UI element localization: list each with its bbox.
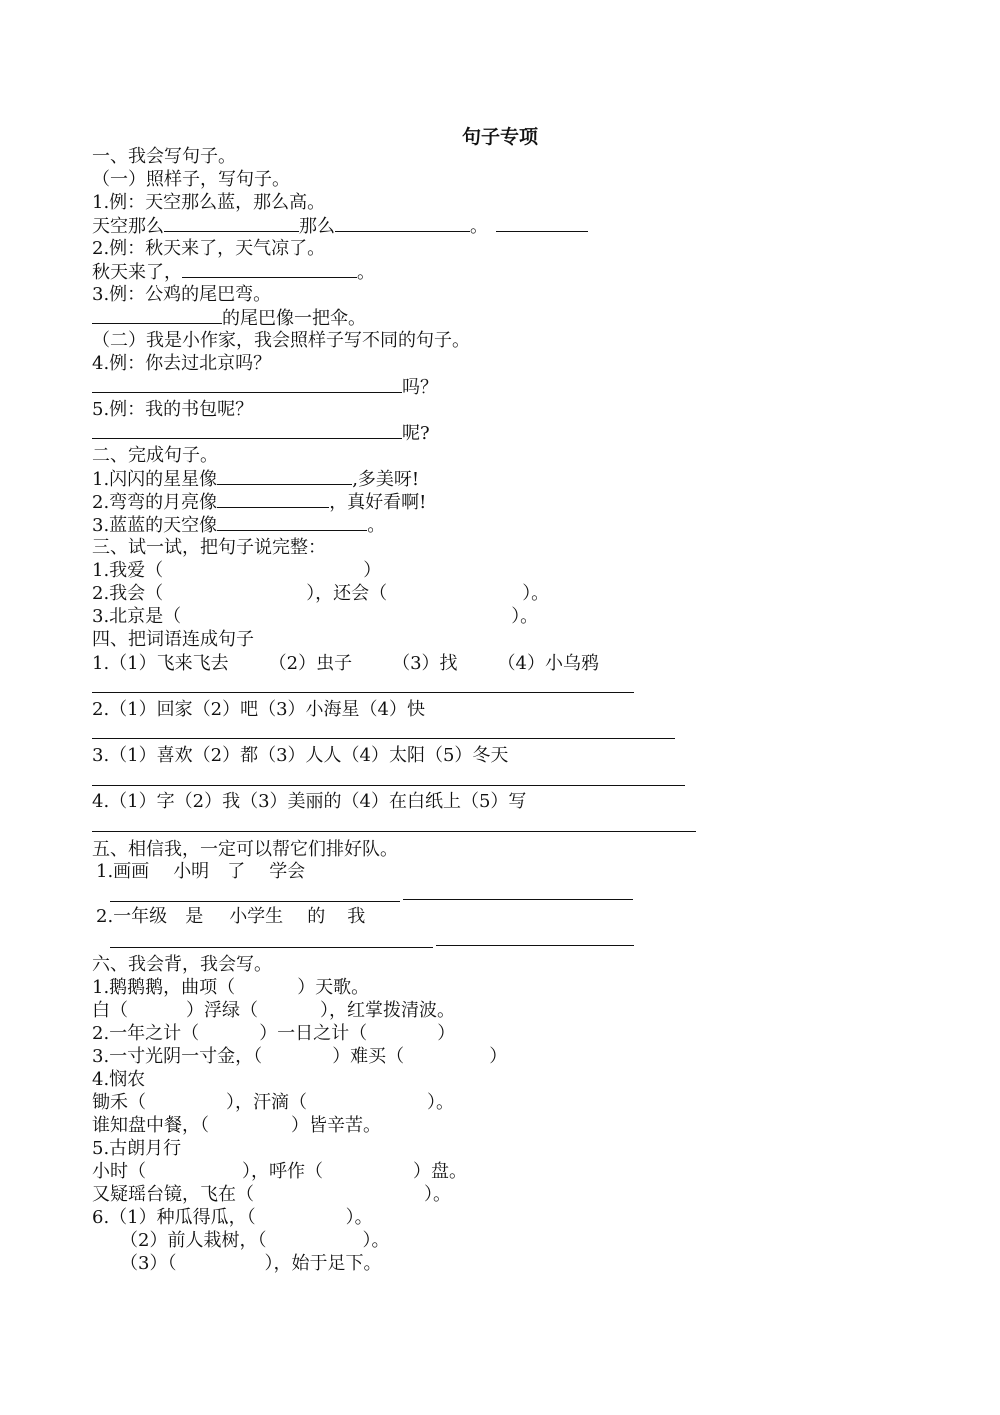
s4-q2: 2.（1）回家（2）吧（3）小海星（4）快 <box>92 699 425 720</box>
s6-q4-mid: ），汗滴（ <box>226 1092 307 1113</box>
s6-q1-prefix: 1.鹅鹅鹅，曲项（ <box>92 977 236 998</box>
s2-q3-prefix: 3.蓝蓝的天空像 <box>92 515 218 536</box>
s3-q3-prefix: 3.北京是（ <box>92 606 182 627</box>
q4-suffix: 吗？ <box>402 377 438 398</box>
q5-answer-line <box>92 421 430 444</box>
s6-q5-suffix: ）盘。 <box>413 1161 467 1182</box>
s5-q1-word-2: 小明 <box>173 861 210 882</box>
s4-q3-answer-line[interactable] <box>92 785 685 786</box>
q1-prefix: 天空那么 <box>92 216 164 237</box>
s6-q4-line-1 <box>92 1091 454 1114</box>
s2-q2-blank[interactable] <box>217 490 329 508</box>
s2-q1 <box>92 467 419 490</box>
s4-q2-answer-line[interactable] <box>92 738 675 739</box>
s5-q2-word-1: 2.一年级 <box>96 906 168 927</box>
q1-example: 1.例：天空那么蓝，那么高。 <box>92 192 326 213</box>
q1-answer-line <box>92 214 588 237</box>
s5-q1-answer-line-1[interactable] <box>110 901 400 902</box>
s6-q6-line3-suffix: ），始于足下。 <box>264 1253 382 1274</box>
q4-answer-line <box>92 375 438 398</box>
q1-mid: 那么 <box>299 216 335 237</box>
s6-q1-line-2 <box>92 999 455 1022</box>
s5-q2 <box>96 905 365 928</box>
s6-q1-suffix: ）天歌。 <box>297 977 370 998</box>
q4-example: 4.例：你去过北京吗？ <box>92 353 272 374</box>
s6-q5-line-2 <box>92 1183 451 1206</box>
s3-q2 <box>92 582 549 605</box>
section-4-heading: 四、把词语连成句子 <box>92 629 254 650</box>
q1-blank-2[interactable] <box>335 214 470 232</box>
s6-q6-line2-prefix: （2）前人栽树，（ <box>120 1230 267 1251</box>
s6-q2-suffix: ） <box>437 1023 456 1044</box>
q1-end: 。 <box>470 216 488 237</box>
q5-blank[interactable] <box>92 421 402 439</box>
s4-q1-word-3: （3）找 <box>392 653 458 674</box>
s6-q1-line2-suffix: ），红掌拨清波。 <box>320 1000 455 1021</box>
s6-q5-mid: ），呼作（ <box>242 1161 323 1182</box>
s6-q5-line2-suffix: ）。 <box>424 1184 451 1205</box>
s6-q2-mid: ）一日之计（ <box>259 1023 368 1044</box>
s6-q6-line-3 <box>120 1252 381 1275</box>
q2-end: 。 <box>357 262 375 283</box>
s3-q3-suffix: ）。 <box>511 606 539 627</box>
s2-q1-prefix: 1.闪闪的星星像 <box>92 469 218 490</box>
s3-q3 <box>92 605 538 628</box>
s6-q4-line-2 <box>92 1114 381 1137</box>
s6-q5-line2-prefix: 又疑瑶台镜，飞在（ <box>92 1184 254 1205</box>
s4-q1-word-4: （4）小乌鸦 <box>497 653 599 674</box>
s6-q3 <box>92 1045 507 1068</box>
q2-prefix: 秋天来了， <box>92 262 182 283</box>
s6-q3-prefix: 3.一寸光阴一寸金，（ <box>92 1046 263 1067</box>
s6-q6-line2-suffix: ）。 <box>362 1230 390 1251</box>
s6-q4-line2-prefix: 谁知盘中餐，（ <box>92 1115 209 1136</box>
q2-answer-line <box>92 260 375 283</box>
s3-q1-suffix: ） <box>363 560 382 581</box>
section-6-heading: 六、我会背，我会写。 <box>92 954 272 975</box>
s6-q5-line-1 <box>92 1160 467 1183</box>
s3-q2-suffix: ）。 <box>522 583 550 604</box>
s4-q1-word-1: 1.（1）飞来飞去 <box>92 653 229 674</box>
s5-q1-word-3: 了 <box>227 861 246 882</box>
q1-blank-3[interactable] <box>496 214 588 232</box>
section-2-heading: 二、完成句子。 <box>92 445 218 466</box>
s5-q2-word-3: 小学生 <box>229 906 284 927</box>
s6-q5-prefix: 小时（ <box>92 1161 146 1182</box>
s2-q2-prefix: 2.弯弯的月亮像 <box>92 492 218 513</box>
s6-q1-line2-mid: ）浮绿（ <box>186 1000 258 1021</box>
s6-q4-title: 4.悯农 <box>92 1069 146 1090</box>
q2-blank[interactable] <box>182 260 357 278</box>
s5-q1-word-1: 1.画画 <box>96 861 150 882</box>
s2-q3 <box>92 513 385 536</box>
s6-q6-line3-prefix: （3）（ <box>120 1253 177 1274</box>
s6-q3-suffix: ） <box>489 1046 508 1067</box>
s2-q1-blank[interactable] <box>217 467 352 485</box>
q1-blank-1[interactable] <box>164 214 299 232</box>
s4-q4: 4.（1）字（2）我（3）美丽的（4）在白纸上（5）写 <box>92 791 527 812</box>
section-1-sub-2: （二）我是小作家，我会照样子写不同的句子。 <box>92 330 470 351</box>
q5-example: 5.例：我的书包呢？ <box>92 399 254 420</box>
s2-q3-blank[interactable] <box>217 513 367 531</box>
s6-q1-line2-prefix: 白（ <box>92 1000 128 1021</box>
s6-q6-prefix: 6.（1）种瓜得瓜，（ <box>92 1207 256 1228</box>
s3-q1 <box>92 559 381 582</box>
s6-q6-suffix: ）。 <box>345 1207 373 1228</box>
s6-q4-prefix: 锄禾（ <box>92 1092 146 1113</box>
s2-q2 <box>92 490 426 513</box>
s6-q6-line-2 <box>120 1229 389 1252</box>
s3-q2-mid: ），还会（ <box>306 583 388 604</box>
s6-q2 <box>92 1022 455 1045</box>
s2-q3-suffix: 。 <box>367 515 386 536</box>
s5-q2-answer-line-1[interactable] <box>110 947 433 948</box>
q2-example: 2.例：秋天来了，天气凉了。 <box>92 238 326 259</box>
q4-blank[interactable] <box>92 375 402 393</box>
s4-q1-answer-line[interactable] <box>92 692 634 693</box>
s6-q6-line-1 <box>92 1206 373 1229</box>
q3-blank[interactable] <box>92 306 222 324</box>
page-title: 句子专项 <box>461 126 538 148</box>
q3-example: 3.例：公鸡的尾巴弯。 <box>92 284 272 305</box>
s5-q2-word-4: 的 <box>307 906 326 927</box>
section-3-heading: 三、试一试，把句子说完整： <box>92 537 326 558</box>
s2-q1-suffix: ,多美呀! <box>352 469 420 490</box>
section-1-heading: 一、我会写句子。 <box>92 146 236 167</box>
s4-q1-word-2: （2）虫子 <box>268 653 353 674</box>
s5-q1-word-4: 学会 <box>269 861 306 882</box>
s4-q4-answer-line[interactable] <box>92 831 696 832</box>
s3-q2-prefix: 2.我会（ <box>92 583 164 604</box>
q3-suffix: 的尾巴像一把伞。 <box>222 308 366 329</box>
q5-suffix: 呢? <box>402 423 430 444</box>
section-1-sub-1: （一）照样子，写句子。 <box>92 169 290 190</box>
s6-q3-mid: ）难买（ <box>332 1046 405 1067</box>
s5-q2-word-2: 是 <box>185 906 204 927</box>
s6-q1-line-1 <box>92 976 369 999</box>
s5-q1 <box>96 860 305 883</box>
q3-answer-line <box>92 306 366 329</box>
s6-q5-title: 5.古朗月行 <box>92 1138 182 1159</box>
section-5-heading: 五、相信我，一定可以帮它们排好队。 <box>92 839 398 860</box>
s5-q1-answer-line-2[interactable] <box>403 899 633 900</box>
s5-q2-word-5: 我 <box>347 906 366 927</box>
s6-q2-prefix: 2.一年之计（ <box>92 1023 200 1044</box>
s6-q4-suffix: ）。 <box>427 1092 454 1113</box>
s3-q1-prefix: 1.我爱（ <box>92 560 164 581</box>
s2-q2-suffix: ，真好看啊! <box>329 492 427 513</box>
s6-q4-line2-suffix: ）皆辛苦。 <box>291 1115 381 1136</box>
s4-q1 <box>92 652 599 675</box>
s4-q3: 3.（1）喜欢（2）都（3）人人（4）太阳（5）冬天 <box>92 745 509 766</box>
s5-q2-answer-line-2[interactable] <box>436 945 634 946</box>
